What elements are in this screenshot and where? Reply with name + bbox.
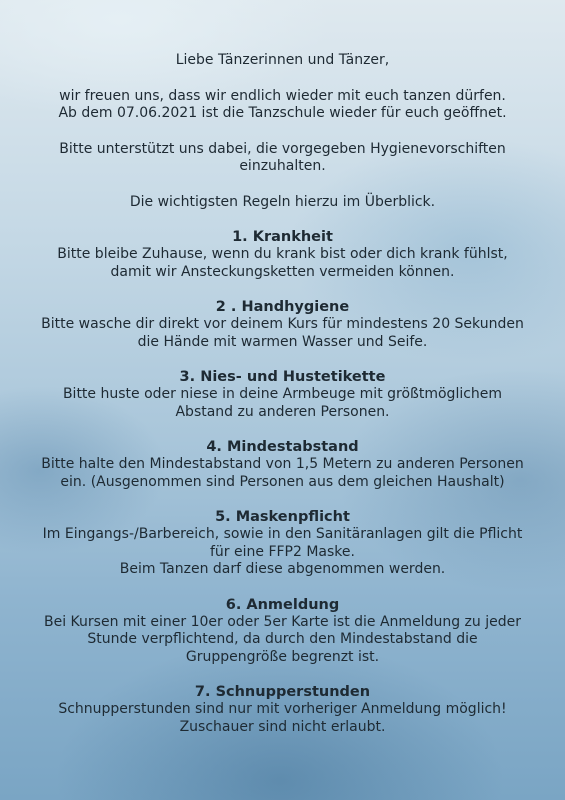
- intro-line: wir freuen uns, dass wir endlich wieder mit euch tanzen dürfen.: [59, 87, 506, 104]
- support-paragraph: [0, 141, 565, 176]
- rule-title: 3. Nies- und Hustetikette: [179, 369, 386, 385]
- rule-title: 2 . Handhygiene: [215, 299, 350, 315]
- rule-title: 7. Schnupperstunden: [194, 684, 371, 700]
- rule-text-line: Bei Kursen mit einer 10er oder 5er Karte ist die Anmeldung zu jeder: [44, 613, 521, 630]
- rule-text-line: für eine FFP2 Maske.: [210, 543, 355, 560]
- rule-section-maskenpflicht: [0, 508, 565, 579]
- rule-section-schnupperstunden: [0, 683, 565, 736]
- greeting: Liebe Tänzerinnen und Tänzer,: [175, 52, 390, 68]
- rule-text-line: Im Eingangs-/Barbereich, sowie in den Sanitäranlagen gilt die Pflicht: [42, 526, 523, 542]
- intro-paragraph: [0, 88, 565, 123]
- rule-text-line: Zuschauer sind nicht erlaubt.: [179, 718, 386, 735]
- rule-text-line: Bitte halte den Mindestabstand von 1,5 Metern zu anderen Personen: [41, 456, 524, 472]
- rule-text-line: Bitte huste oder niese in deine Armbeuge mit größtmöglichem: [62, 386, 503, 402]
- rule-section-handhygiene: [0, 298, 565, 351]
- rule-text-line: Abstand zu anderen Personen.: [175, 403, 390, 420]
- rule-title: 6. Anmeldung: [225, 596, 340, 613]
- rule-text-line: Bitte bleibe Zuhause, wenn du krank bist oder dich krank fühlst,: [57, 246, 508, 262]
- rule-section-krankheit: [0, 228, 565, 281]
- rule-text-line: ein. (Ausgenommen sind Personen aus dem gleichen Haushalt): [60, 473, 505, 490]
- rule-section-hustetikette: [0, 368, 565, 421]
- rule-text-line: Stunde verpflichtend, da durch den Mindestabstand die: [87, 631, 478, 647]
- rule-section-mindestabstand: [0, 438, 565, 491]
- rule-text-line: die Hände mit warmen Wasser und Seife.: [137, 333, 428, 350]
- rule-text-line: Bitte wasche dir direkt vor deinem Kurs für mindestens 20 Sekunden: [41, 316, 524, 332]
- rule-title: 1. Krankheit: [232, 229, 333, 245]
- rule-text-line: Schnupperstunden sind nur mit vorheriger Anmeldung möglich!: [58, 701, 507, 717]
- rule-text-line: Gruppengröße begrenzt ist.: [185, 648, 380, 665]
- intro-line: Ab dem 07.06.2021 ist die Tanzschule wieder für euch geöffnet.: [58, 105, 507, 121]
- rule-text-line: Beim Tanzen darf diese abgenommen werden.: [119, 561, 446, 577]
- support-line: einzuhalten.: [239, 158, 326, 174]
- overview-text: Die wichtigsten Regeln hierzu im Überblick.: [129, 193, 436, 210]
- rule-title: 5. Maskenpflicht: [215, 509, 350, 525]
- rule-text-line: damit wir Ansteckungsketten vermeiden können.: [110, 263, 455, 280]
- rule-title: 4. Mindestabstand: [206, 439, 359, 455]
- rule-section-anmeldung: [0, 596, 565, 667]
- support-line: Bitte unterstützt uns dabei, die vorgegeben Hygienevorschiften: [59, 140, 506, 157]
